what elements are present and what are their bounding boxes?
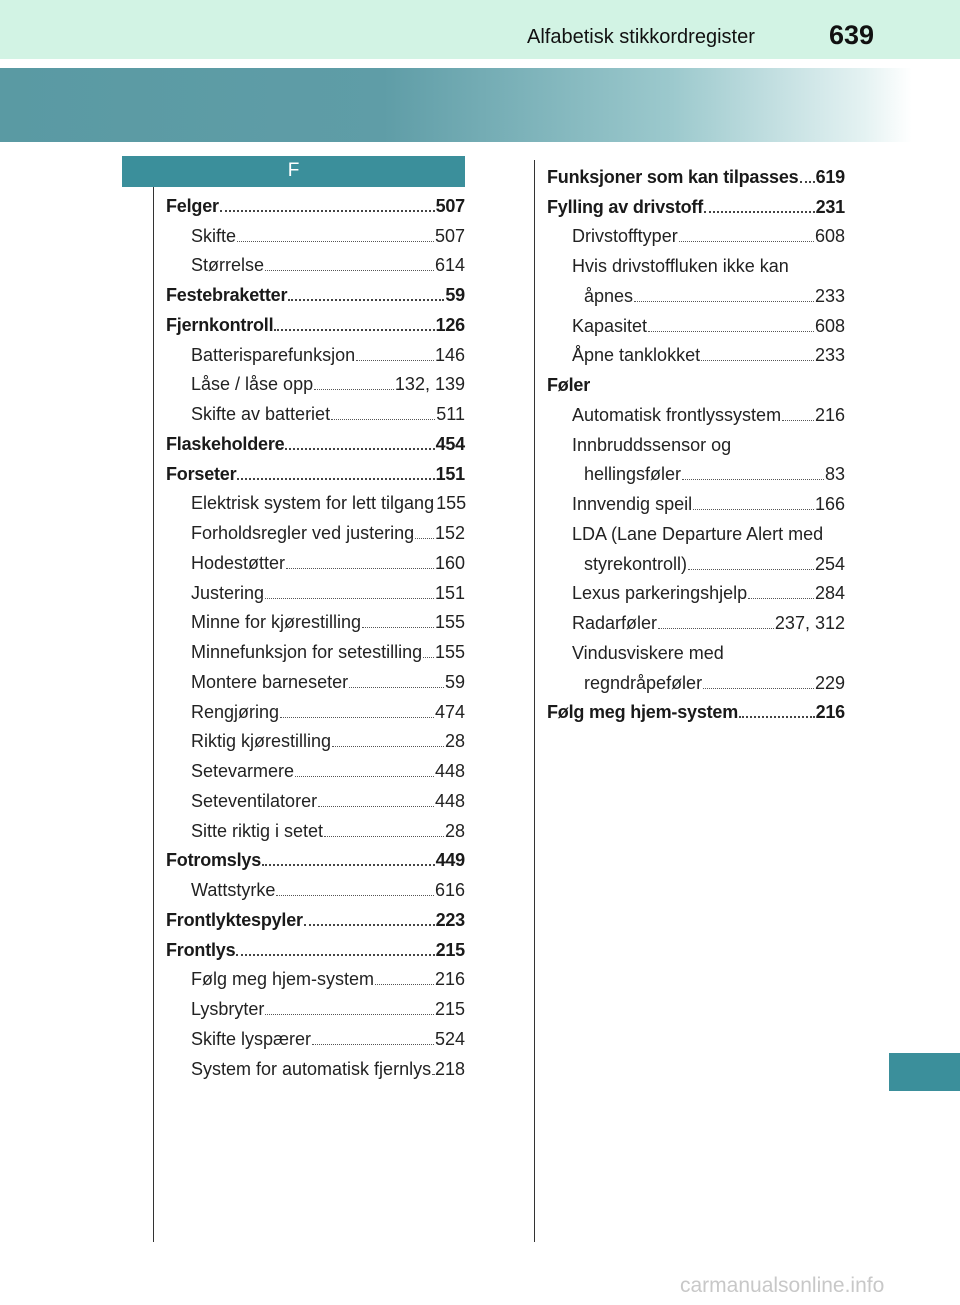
index-entry-label: Fylling av drivstoff xyxy=(547,196,704,217)
index-entry-pages: 151 xyxy=(435,463,465,484)
index-entry-pages: 216 xyxy=(814,404,845,425)
dot-leader xyxy=(693,509,814,510)
index-entry xyxy=(547,247,845,277)
index-entry-label: System for automatisk fjernlys xyxy=(191,1058,432,1079)
index-entry xyxy=(166,633,465,663)
index-entry-label: regndråpeføler xyxy=(584,672,703,693)
dot-leader xyxy=(782,420,814,421)
index-entry-pages: 448 xyxy=(434,761,465,781)
dot-leader xyxy=(286,568,434,569)
dot-leader xyxy=(658,628,774,629)
dot-leader xyxy=(703,688,814,689)
index-column-left xyxy=(166,187,465,1080)
index-entry xyxy=(547,366,845,396)
dot-leader xyxy=(314,389,394,390)
index-entry-pages: 215 xyxy=(435,939,465,960)
dot-leader xyxy=(312,1044,434,1045)
index-entry xyxy=(166,395,465,425)
index-entry-label: Vindusviskere med xyxy=(572,642,724,663)
watermark: carmanualsonline.info xyxy=(680,1274,885,1297)
index-entry-pages: 28 xyxy=(444,820,465,841)
index-entry-label: styrekontroll) xyxy=(584,553,688,574)
index-entry xyxy=(547,485,845,515)
index-entry xyxy=(166,842,465,872)
dot-leader xyxy=(265,598,434,599)
index-entry-label: Minnefunksjon for setestilling xyxy=(191,642,423,662)
index-entry-label: Lexus parkeringshjelp xyxy=(572,583,748,604)
dot-leader xyxy=(634,301,814,302)
dot-leader xyxy=(324,836,444,837)
dot-leader xyxy=(701,360,814,361)
index-entry-label: Skifte lyspærer xyxy=(191,1028,312,1049)
dot-leader xyxy=(704,211,815,213)
index-entry xyxy=(547,158,845,188)
index-entry-pages: 608 xyxy=(814,315,845,336)
index-entry-pages: 507 xyxy=(434,225,465,246)
dot-leader xyxy=(285,448,434,450)
page-number: 639 xyxy=(829,20,875,50)
index-entry-pages: 218 xyxy=(434,1058,465,1079)
index-entry-label: Innbruddssensor og xyxy=(572,434,732,455)
index-entry-label: Følg meg hjem-system xyxy=(547,702,739,723)
dot-leader xyxy=(265,1014,434,1015)
dot-leader xyxy=(800,181,815,183)
dot-leader xyxy=(349,687,444,688)
index-entry-label: åpnes xyxy=(584,285,634,306)
index-entry xyxy=(166,931,465,961)
index-entry-label: Innvendig speil xyxy=(572,494,693,514)
dot-leader xyxy=(356,360,434,361)
index-entry-pages: 166 xyxy=(814,494,845,514)
index-entry xyxy=(547,396,845,426)
index-entry xyxy=(547,545,845,575)
index-entry xyxy=(166,247,465,277)
index-entry xyxy=(166,366,465,396)
index-entry xyxy=(166,990,465,1020)
index-entry-label: Låse / låse opp xyxy=(191,374,314,395)
dot-leader xyxy=(220,210,435,212)
index-entry-pages: 216 xyxy=(434,969,465,990)
index-entry xyxy=(166,752,465,782)
dot-leader xyxy=(237,241,434,242)
index-entry xyxy=(166,217,465,247)
index-entry-label: Åpne tanklokket xyxy=(572,345,701,366)
index-entry xyxy=(166,871,465,901)
index-entry-pages: 448 xyxy=(434,790,465,811)
index-entry xyxy=(166,544,465,574)
index-entry-label: Funksjoner som kan tilpasses xyxy=(547,166,799,187)
index-entry-pages: 216 xyxy=(815,702,845,723)
index-entry-pages: 233 xyxy=(814,285,845,306)
index-entry-label: Felger xyxy=(166,195,219,216)
index-entry xyxy=(166,574,465,604)
index-entry-label: Hodestøtter xyxy=(191,552,286,573)
index-entry xyxy=(547,634,845,664)
index-entry xyxy=(547,515,845,545)
dot-leader xyxy=(415,538,434,539)
dot-leader xyxy=(236,954,434,956)
index-entry-label: Automatisk frontlyssystem xyxy=(572,404,782,425)
dot-leader xyxy=(432,1074,434,1075)
dot-leader xyxy=(362,627,434,628)
index-entry-pages: 152 xyxy=(434,523,465,543)
index-entry-label: Fjernkontroll xyxy=(166,314,274,335)
dot-leader xyxy=(332,746,444,747)
index-entry-label: Føler xyxy=(547,375,591,395)
dot-leader xyxy=(739,716,815,718)
index-column-right xyxy=(547,158,845,723)
index-entry-pages: 474 xyxy=(434,701,465,722)
index-entry-pages: 83 xyxy=(824,464,845,485)
index-entry-label: Wattstyrke xyxy=(191,880,276,900)
index-entry xyxy=(166,1050,465,1080)
index-entry-label: Festebraketter xyxy=(166,285,288,305)
dot-leader xyxy=(288,299,444,301)
index-entry-pages: 511 xyxy=(436,404,465,424)
index-entry-pages: 155 xyxy=(434,612,465,633)
index-entry-label: Batterisparefunksjon xyxy=(191,344,356,365)
index-entry-pages: 233 xyxy=(814,345,845,366)
letter-section-header: F xyxy=(122,156,465,187)
dot-leader xyxy=(648,331,814,332)
index-entry-pages: 524 xyxy=(434,1028,465,1049)
dot-leader xyxy=(679,241,814,242)
index-entry xyxy=(166,723,465,753)
index-entry-pages: 254 xyxy=(814,553,845,574)
index-entry-pages: 132, 139 xyxy=(394,374,465,395)
dot-leader xyxy=(262,864,435,866)
index-entry-pages: 223 xyxy=(435,909,465,930)
index-entry xyxy=(547,456,845,486)
index-entry xyxy=(166,514,465,544)
index-entry xyxy=(547,694,845,724)
dot-leader xyxy=(280,717,434,718)
index-entry-pages: 215 xyxy=(434,999,465,1019)
index-entry-label: Riktig kjørestilling xyxy=(191,731,332,752)
index-entry-pages: 608 xyxy=(814,226,845,247)
index-entry-label: Lysbryter xyxy=(191,999,265,1019)
index-entry xyxy=(547,575,845,605)
index-entry xyxy=(547,337,845,367)
index-entry-pages: 449 xyxy=(435,850,465,871)
index-entry-label: Skifte av batteriet xyxy=(191,404,331,424)
index-entry xyxy=(166,693,465,723)
index-entry-pages: 28 xyxy=(444,731,465,752)
index-entry-pages: 619 xyxy=(815,166,845,187)
index-entry-label: Radarføler xyxy=(572,613,658,633)
index-entry-label: LDA (Lane Departure Alert med xyxy=(572,523,824,544)
index-entry xyxy=(166,812,465,842)
index-entry-pages: 155 xyxy=(436,493,467,514)
index-entry-label: Montere barneseter xyxy=(191,671,349,692)
index-entry-label: Elektrisk system for lett tilgang xyxy=(191,493,435,514)
index-entry-label: Fotromslys xyxy=(166,850,262,871)
index-entry xyxy=(547,664,845,694)
index-entry xyxy=(547,277,845,307)
dot-leader xyxy=(375,984,434,985)
index-entry xyxy=(166,187,465,217)
dot-leader xyxy=(682,479,824,480)
index-entry-pages: 229 xyxy=(814,672,845,693)
index-entry-label: Setevarmere xyxy=(191,761,295,781)
index-entry-pages: 616 xyxy=(434,880,465,900)
dot-leader xyxy=(265,270,434,271)
dot-leader xyxy=(274,329,434,331)
dot-leader xyxy=(423,657,434,658)
index-entry-pages: 126 xyxy=(435,314,465,335)
index-entry xyxy=(547,188,845,218)
index-entry xyxy=(547,307,845,337)
index-entry xyxy=(166,455,465,485)
index-entry-label: Frontlyktespyler xyxy=(166,909,303,930)
index-entry xyxy=(166,782,465,812)
dot-leader xyxy=(331,419,435,420)
index-entry-label: Forseter xyxy=(166,463,237,484)
section-title: Alfabetisk stikkordregister xyxy=(527,26,755,48)
index-entry-pages: 59 xyxy=(445,285,465,305)
index-entry xyxy=(166,901,465,931)
index-entry-pages: 151 xyxy=(434,582,465,603)
index-entry xyxy=(166,663,465,693)
index-entry-pages: 284 xyxy=(814,583,845,604)
section-tab-marker xyxy=(889,1053,960,1091)
index-entry-label: Kapasitet xyxy=(572,315,648,336)
index-entry-label: Hvis drivstoffluken ikke kan xyxy=(572,256,789,276)
index-entry-label: Skifte xyxy=(191,225,237,246)
index-entry-label: Frontlys xyxy=(166,939,236,960)
dot-leader xyxy=(748,598,814,599)
index-entry-pages: 59 xyxy=(444,671,465,692)
index-entry-label: Rengjøring xyxy=(191,701,280,722)
dot-leader xyxy=(318,806,434,807)
left-column-rule xyxy=(153,187,154,1242)
index-entry-pages: 155 xyxy=(434,642,465,662)
index-entry xyxy=(547,426,845,456)
index-entry xyxy=(547,218,845,248)
index-entry xyxy=(166,306,465,336)
index-entry xyxy=(166,604,465,634)
dot-leader xyxy=(304,924,435,926)
index-entry xyxy=(166,336,465,366)
index-entry xyxy=(166,485,465,515)
index-entry-label: Sitte riktig i setet xyxy=(191,820,324,841)
index-entry xyxy=(166,1020,465,1050)
index-entry-pages: 614 xyxy=(434,255,465,276)
index-entry-label: Følg meg hjem-system xyxy=(191,969,375,990)
index-entry-label: Forholdsregler ved justering xyxy=(191,523,415,543)
index-entry-label: Minne for kjørestilling xyxy=(191,612,362,633)
dot-leader xyxy=(276,895,434,896)
index-entry-label: Seteventilatorer xyxy=(191,790,318,811)
index-entry-pages: 231 xyxy=(815,196,845,217)
index-entry-label: hellingsføler xyxy=(584,464,682,485)
index-entry-label: Justering xyxy=(191,582,265,603)
header-band xyxy=(0,0,960,59)
index-entry xyxy=(166,425,465,455)
decorative-banner xyxy=(0,68,960,142)
dot-leader xyxy=(237,478,434,480)
index-entry-label: Størrelse xyxy=(191,255,265,276)
index-entry-pages: 237, 312 xyxy=(774,613,845,633)
index-entry-label: Flaskeholdere xyxy=(166,433,285,454)
index-entry xyxy=(166,961,465,991)
index-entry-label: Drivstofftyper xyxy=(572,226,678,247)
index-entry-pages: 507 xyxy=(435,195,465,216)
index-entry xyxy=(547,604,845,634)
dot-leader xyxy=(295,776,434,777)
index-entry-pages: 146 xyxy=(434,344,465,365)
index-entry-pages: 454 xyxy=(435,433,465,454)
index-entry-pages: 160 xyxy=(434,552,465,573)
dot-leader xyxy=(688,569,814,570)
index-entry xyxy=(166,276,465,306)
right-column-rule xyxy=(534,160,535,1242)
